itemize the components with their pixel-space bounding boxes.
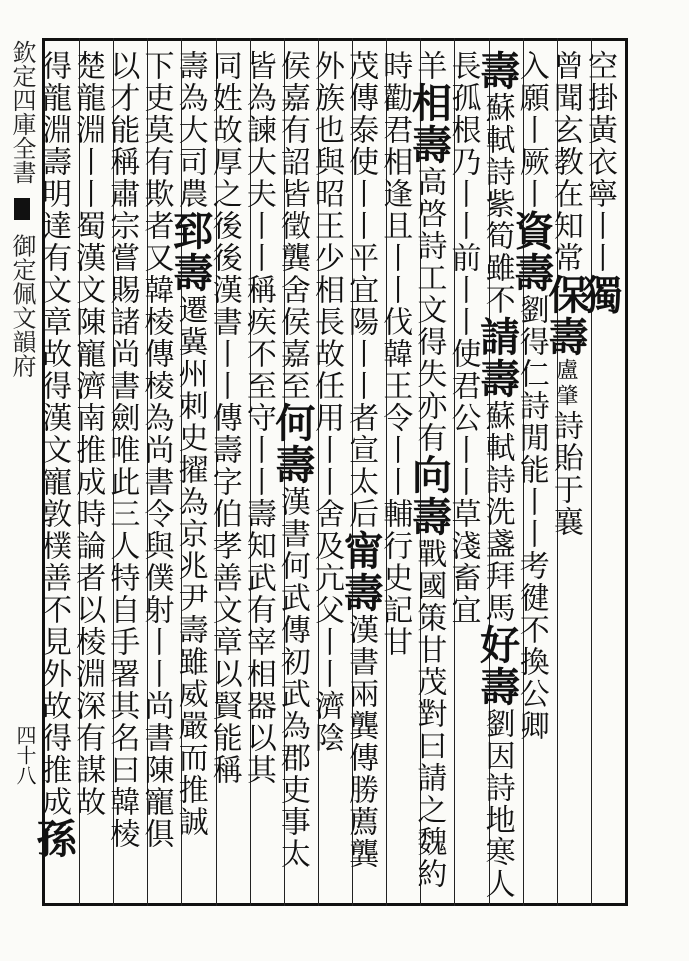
entry-text: 羊: [411, 50, 447, 82]
entry-text: 後漢書丨丨傳壽字伯孝善文章以賢能稱: [206, 242, 242, 786]
entry-headword: 孫: [30, 818, 78, 860]
entry-text: 漢書何武傳初武為郡吏事太: [274, 486, 310, 870]
entry-headword: 獨: [575, 274, 623, 316]
entry-text: 盧肇: [552, 358, 578, 410]
entry-text: 壽為大司農: [172, 50, 208, 210]
text-column: [507, 50, 557, 742]
text-column: [473, 50, 523, 900]
entry-headword: 好壽: [473, 624, 521, 708]
entry-text: 蘇軾詩洗盞拜馬: [479, 400, 515, 624]
entry-text: 外族也與昭王少相長故任用丨丨: [309, 50, 345, 498]
text-column: [575, 50, 625, 316]
text-column: [541, 50, 591, 538]
entry-text: 楚龍淵丨丨蜀漢文陳寵濟南推成時論者以棱淵深有謀故: [70, 50, 106, 818]
entry-text: 戰國策甘茂對曰請之魏約: [411, 538, 447, 890]
entry-headword: 請壽: [473, 316, 521, 400]
text-column: [268, 50, 318, 870]
entry-text: 高啓詩工文得失亦有: [411, 166, 447, 454]
entry-text: 劉得仁詩閒能丨丨考徤不換公卿: [513, 294, 549, 742]
entry-text: 侯嘉有詔皆徵龔舍侯嘉至: [274, 50, 310, 402]
entry-headword: 甯壽: [337, 530, 385, 614]
text-column: [337, 50, 386, 870]
text-column: [405, 50, 454, 890]
entry-text: 舍及亢父丨丨濟陰: [309, 498, 345, 754]
entry-text: 劉因詩地寒人: [479, 708, 515, 900]
text-column: [240, 50, 284, 786]
entry-headword: 資壽: [507, 210, 555, 294]
entry-text: 丨丨草淺畜宜: [445, 434, 481, 626]
entry-text: 前丨丨使君公: [445, 242, 481, 434]
text-column: [30, 50, 79, 860]
entry-headword: 相壽: [405, 82, 453, 166]
entry-text: 入願丨厥丨: [513, 50, 549, 210]
entry-text: 茂傳泰使丨丨平宜陽丨丨者宣太后: [343, 50, 379, 530]
text-column: [309, 50, 352, 754]
entry-text: 得龍淵壽明達有文章故得漢文寵敦樸善不見外故得推成: [36, 50, 72, 818]
text-column: [104, 50, 147, 850]
entry-text: 曾聞玄教在知常: [547, 50, 583, 274]
margin-title: 欽定四庫全書: [8, 40, 36, 184]
entry-headword: 何壽: [268, 402, 316, 486]
text-column: [206, 50, 250, 786]
entry-text: 伐韓王令丨丨輔行史記甘: [377, 306, 413, 658]
entry-headword: 壽: [473, 50, 521, 92]
text-column: [445, 50, 488, 626]
text-column: [70, 50, 113, 818]
entry-text: 遷冀州刺史擢為京兆尹壽雖威嚴而推誠: [172, 294, 208, 838]
entry-headword: 郅壽: [166, 210, 214, 294]
entry-headword: 向壽: [405, 454, 453, 538]
page-number: 四十八: [13, 725, 37, 785]
entry-text: 下吏莫有欺者又韓棱傳棱為尚書令與僕射丨丨尚書陳寵俱: [138, 50, 174, 850]
entry-text: 詩貽于襄: [547, 410, 583, 538]
entry-text: 同姓故厚之: [206, 50, 242, 210]
entry-text: 蘇軾詩紫筍雖不: [479, 92, 515, 316]
entry-text: 守丨丨壽知武有宰相器以其: [240, 402, 276, 786]
entry-text: 皆為諫大夫丨丨稱疾不至: [240, 50, 276, 402]
entry-text: 空掛黃衣寧丨丨: [581, 50, 617, 274]
text-column: [377, 50, 420, 658]
entry-text: 長孤根乃丨丨: [445, 50, 481, 242]
text-column: [138, 50, 181, 850]
entry-text: 以才能稱肅宗嘗賜諸尚書劍唯此三人特自手署其名曰韓棱: [104, 50, 140, 850]
margin-book-title: 御定佩文韻府: [8, 233, 36, 378]
entry-text: 後: [206, 210, 242, 242]
entry-headword: 保壽: [541, 274, 589, 358]
text-column: [166, 50, 215, 838]
entry-text: 漢書兩龔傳勝薦龔: [343, 614, 379, 870]
entry-text: 時勸君相逢且丨丨: [377, 50, 413, 306]
